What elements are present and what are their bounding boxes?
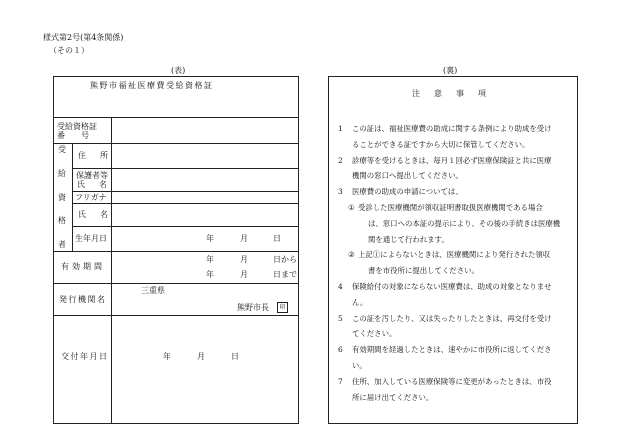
note-line: この証を汚したり、又は失ったりしたときは、再交付を受け [352,313,552,323]
issue-month: 月 [197,352,205,361]
birth-month: 月 [240,234,248,243]
group-label-char: 格 [58,216,66,225]
note-line: 受診した医療機関が領収証明書取扱医療機関である場合 [358,202,543,212]
validity-from-day: 日から [273,255,297,264]
furigana-label: フリガナ [75,193,107,202]
note-number: ② [348,250,355,260]
note-item [338,121,574,153]
issuer-prefecture: 三重県 [141,286,165,295]
note-line: 有効期間を経過したときは、速やかに市役所に返してくださ [352,345,552,355]
validity-to-year: 年 [206,270,214,279]
note-subitem [338,247,574,279]
name-label: 氏 名 [78,210,111,219]
note-item [338,184,574,200]
note-line: 関を通じて行われます。 [368,234,449,244]
issue-year: 年 [163,352,171,361]
note-line: 機関の窓口へ提出してください。 [352,171,463,181]
note-number: 2 [338,155,343,165]
note-line: 上記①によらないときは、医療機関により発行された領収 [358,250,551,260]
validity-to-day: 日まで [273,270,297,279]
note-line: この証は、福祉医療費の助成に関する条例により助成を受け [352,124,552,133]
note-line: 医療費の助成の申請については、 [352,187,463,197]
recipient-number-label: 受給資格証 [57,122,97,131]
issuer-mayor: 熊野市長 [237,303,269,312]
note-line: い。 [352,360,367,370]
guardian-label: 保護者等 [76,171,108,180]
notes-list [338,121,574,405]
group-label-char: 資 [58,193,66,202]
note-number: 4 [338,281,343,291]
note-number: 3 [338,187,343,197]
note-item [338,153,574,185]
note-line: 診療等を受けるときは、毎月１回必ず医療保険証と共に医療 [352,155,552,165]
note-line: 保険給付の対象にならない医療費は、助成の対象となりませ [352,281,552,291]
note-number: 5 [338,313,343,323]
note-number: 1 [338,124,343,133]
validity-from-month: 月 [240,255,248,264]
note-line: ることができる証ですから大切に保管してください。 [352,139,530,149]
note-line: 住所、加入している医療保険等に変更があったときは、市役 [352,376,552,386]
issue-day: 日 [231,352,239,361]
validity-from-year: 年 [206,255,214,264]
note-number: 6 [338,345,343,355]
issue-date-label: 交付年月日 [61,352,109,361]
note-line: 書を市役所に提出してください。 [368,266,479,276]
note-item [338,279,574,311]
birth-day: 日 [273,234,281,243]
group-label-char: 給 [58,169,66,178]
seal-stamp: 印 [277,302,288,313]
issuer-label: 発行機関名 [59,295,107,304]
note-line: ん。 [352,297,368,307]
birth-year: 年 [206,234,214,243]
form-part: （その１） [49,46,89,55]
back-title: 注 意 事 項 [412,89,489,98]
note-line: てください。 [352,329,397,339]
back-side-label: (裏) [443,66,458,75]
note-line: は、窓口への本証の提示により、その後の手続きは医療機 [368,218,561,228]
guardian-name-label: 氏 名 [77,180,110,189]
form-number: 様式第2号(第4条関係) [43,33,124,42]
validity-label: 有効期間 [61,262,105,271]
note-line: 所に届け出てください。 [352,392,434,402]
group-label-char: 者 [58,240,66,249]
note-subitem [338,200,574,247]
birth-date-label: 生年月日 [75,234,107,243]
note-item [338,374,574,406]
note-number: ① [348,202,355,212]
note-number: 7 [338,376,343,386]
note-item [338,342,574,374]
front-side-label: (表) [171,66,186,75]
front-title: 熊野市福祉医療費受給資格証 [90,81,214,90]
recipient-number-label-2: 番 号 [57,131,89,140]
validity-to-month: 月 [240,270,248,279]
group-label-char: 受 [58,145,66,154]
note-item [338,311,574,343]
address-label: 住 所 [78,151,111,160]
